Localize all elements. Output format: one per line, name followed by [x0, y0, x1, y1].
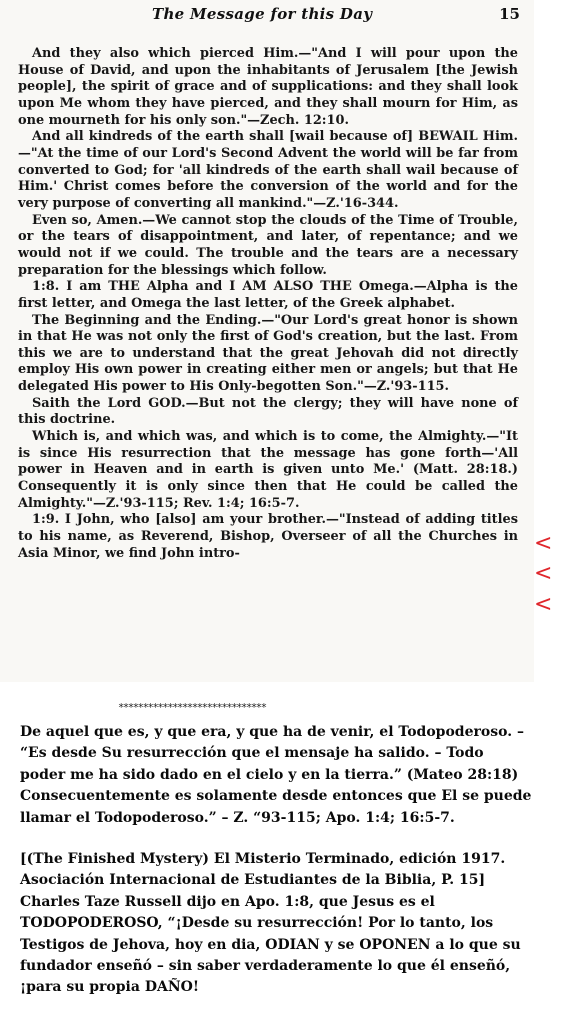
scan-paragraph-saith-lord: Saith the Lord GOD.—But not the clergy; they will have none of this doctrine. — [18, 395, 518, 428]
scan-paragraph-alpha-omega: 1:8. I am THE Alpha and I AM ALSO THE Omega.—Alpha is the first letter, and Omega the last letter, of the Greek alphabet. — [18, 279, 518, 311]
running-title: The Message for this Day — [152, 5, 373, 23]
highlight-markers — [528, 530, 562, 620]
scan-paragraph-amen: Even so, Amen.—We cannot stop the clouds of the Time of Trouble, or the tears of disappointment, and later, of repentance; and we would not if we could. The trouble and the tears are a necessary preparation for the blessings which follow. — [18, 212, 518, 278]
chevron-left-icon — [532, 532, 552, 554]
translation-paragraph: De aquel que es, y que era, y que ha de venir, el Todopoderoso. – “Es desde Su resurrección que el mensaje ha salido. – Todo poder me ha sido dado en el cielo y en la tierra.” (Mateo 28:18) Consecuentemente es solamente desde entonces que El se puede llamar el Todopoderoso.” – Z. “93-115; Apo. 1:4; 16:5-7. — [20, 724, 532, 826]
chevron-left-icon — [532, 593, 552, 615]
paragraph-gap — [20, 829, 532, 849]
separator-stars: ****************************** — [118, 702, 266, 714]
scan-paragraph-bewail: And all kindreds of the earth shall [wail because of] BEWAIL Him.—"At the time of our Lord's Second Advent the world will be far from converted to God; for 'all kindreds of the earth shall wail because of Him.' Christ comes before the conversion of the world and for the very purpose of converting all mankind."—Z.'16-344. — [18, 129, 518, 211]
scan-paragraph-pierced: And they also which pierced Him.—"And I will pour upon the House of David, and upon the inhabitants of Jerusalem [the Jewish people], the spirit of grace and of supplications: and they shall look upon Me whom they have pierced, and they shall mourn for Him, as one mourneth for his only son."—Zech. 12:10. — [18, 46, 518, 128]
page-number: 15 — [499, 5, 520, 23]
spanish-translation — [20, 722, 532, 999]
svg-text:<: < — [534, 593, 552, 615]
chevron-left-icon — [532, 562, 552, 584]
svg-text:<: < — [534, 562, 552, 584]
scan-paragraph-john: 1:9. I John, who [also] am your brother.—"Instead of adding titles to his name, as Reverend, Bishop, Overseer of all the Churches in Asia Minor, we find John intro- — [18, 512, 518, 561]
scan-body — [18, 46, 518, 562]
scan-paragraph-beginning-ending: The Beginning and the Ending.—"Our Lord's great honor is shown in that He was not only the first of God's creation, but the last. From this we are to understand that the great Jehovah did not directly employ His own power in creating either men or angels; but that He delegated His power to His Only-begotten Son."—Z.'93-115. — [18, 312, 518, 395]
svg-text:<: < — [534, 532, 552, 554]
scan-paragraph-almighty: Which is, and which was, and which is to come, the Almighty.—"It is since His resurrection that the message has gone forth—'All power in Heaven and in earth is given unto Me.' (Matt. 28:18.) Consequently it is only since then that He could be called the Almighty."—Z.'93-115; Rev. 1:4; 16:5-7. — [18, 429, 518, 511]
translation-commentary: [(The Finished Mystery) El Misterio Terminado, edición 1917. Asociación Internacional de Estudiantes de la Biblia, P. 15] Charles Taze Russell dijo en Apo. 1:8, que Jesus es el TODOPODEROSO, “¡Desde su resurrección! Por lo tanto, los Testigos de Jehova, hoy en dia, ODIAN y se OPONEN a lo que su fundador enseñó – sin saber verdaderamente lo que él enseñó, ¡para su propia DAÑO! — [20, 851, 521, 996]
page-header — [0, 5, 534, 27]
